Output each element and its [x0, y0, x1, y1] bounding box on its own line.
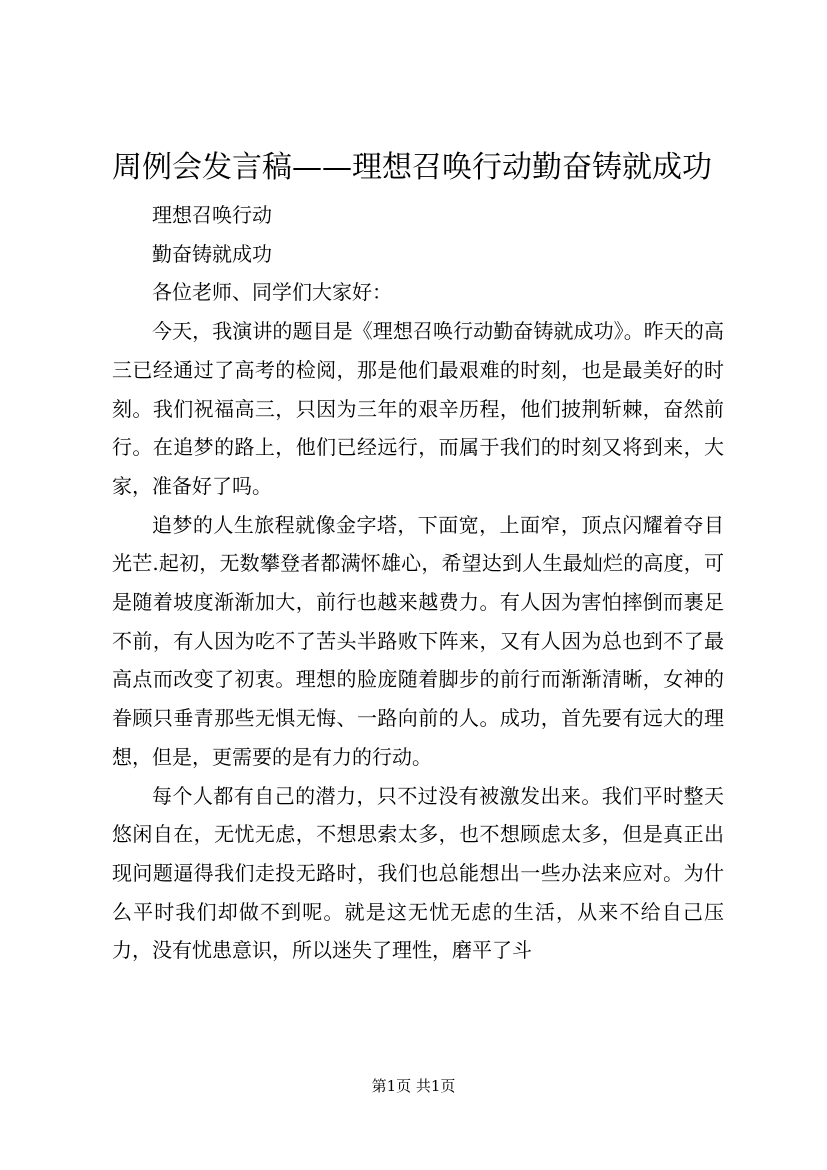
paragraph-subtitle-2: 勤奋铸就成功: [152, 241, 272, 266]
paragraph-body-1: 今天，我演讲的题目是《理想召唤行动勤奋铸就成功》。昨天的高三已经通过了高考的检阅，那是他们最艰难的时刻，也是最美好的时刻。我们祝福高三，只因为三年的艰辛历程，他们披荆斩棘，奋然前行。在追梦的路上，他们已经远行，而属于我们的时刻又将到来，大家，准备好了吗。: [112, 319, 724, 498]
paragraph-greeting: 各位老师、同学们大家好：: [152, 280, 392, 305]
document-body: [112, 196, 724, 970]
paragraph-body-3: 每个人都有自己的潜力，只不过没有被激发出来。我们平时整天悠闲自在，无忧无虑，不想思索太多，也不想顾虑太多，但是真正出现问题逼得我们走投无路时，我们也总能想出一些办法来应对。为什么平时我们却做不到呢。就是这无忧无虑的生活，从来不给自己压力，没有忧患意识，所以迷失了理性，磨平了斗: [112, 783, 724, 963]
document-title: 周例会发言稿——理想召唤行动勤奋铸就成功: [112, 150, 712, 185]
paragraph-body-2: 追梦的人生旅程就像金字塔，下面宽，上面窄，顶点闪耀着夺目光芒.起初，无数攀登者都满怀雄心，希望达到人生最灿烂的高度，可是随着坡度渐渐加大，前行也越来越费力。有人因为害怕摔倒而裹足不前，有人因为吃不了苦头半路败下阵来，又有人因为总也到不了最高点而改变了初衷。理想的脸庞随着脚步的前行而渐渐清晰，女神的眷顾只垂青那些无惧无悔、一路向前的人。成功，首先要有远大的理想，但是，更需要的是有力的行动。: [112, 512, 724, 769]
paragraph-subtitle-1: 理想召唤行动: [152, 203, 272, 227]
page-footer: 第1页 共1页: [371, 1077, 456, 1095]
